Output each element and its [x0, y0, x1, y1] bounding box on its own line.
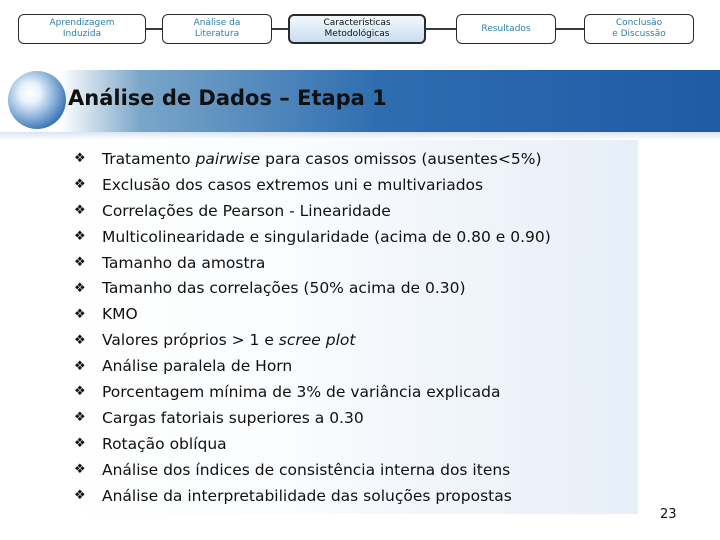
bullet-list	[74, 146, 551, 508]
tab-conclusao-e-discussao[interactable]: Conclusão e Discussão	[584, 14, 694, 44]
diamond-bullet-icon: ❖	[74, 384, 86, 400]
bullet-text-part: Análise da interpretabilidade das soluções propostas	[102, 486, 512, 505]
bullet-text	[102, 357, 292, 375]
bullet-item	[74, 198, 551, 224]
bullet-item	[74, 327, 551, 353]
bullet-item	[74, 146, 551, 172]
diamond-bullet-icon: ❖	[74, 229, 86, 245]
diamond-bullet-icon: ❖	[74, 462, 86, 478]
bullet-text-part: Porcentagem mínima de 3% de variância explicada	[102, 382, 501, 401]
diamond-bullet-icon: ❖	[74, 488, 86, 504]
tab-caracteristicas-metodologicas[interactable]: Características Metodológicas	[288, 14, 426, 44]
bullet-text-part: Tamanho da amostra	[102, 253, 266, 272]
tab-resultados[interactable]: Resultados	[456, 14, 556, 44]
slide-title: Análise de Dados – Etapa 1	[68, 86, 387, 110]
bullet-text	[102, 461, 510, 479]
bullet-text-part: Valores próprios > 1 e	[102, 331, 279, 350]
bullet-text-part: Cargas fatoriais superiores a 0.30	[102, 408, 364, 427]
bullet-item	[74, 353, 551, 379]
bullet-text-part: KMO	[102, 305, 138, 324]
diamond-bullet-icon: ❖	[74, 358, 86, 374]
bullet-text	[102, 202, 391, 220]
diamond-bullet-icon: ❖	[74, 332, 86, 348]
diamond-bullet-icon: ❖	[74, 436, 86, 452]
bullet-item	[74, 405, 551, 431]
bullet-item	[74, 431, 551, 457]
tab-analise-da-literatura[interactable]: Análise da Literatura	[162, 14, 272, 44]
diamond-bullet-icon: ❖	[74, 151, 86, 167]
diamond-bullet-icon: ❖	[74, 410, 86, 426]
diamond-bullet-icon: ❖	[74, 255, 86, 270]
bullet-text-part: Multicolinearidade e singularidade (acima de 0.80 e 0.90)	[102, 227, 551, 246]
bullet-text-part: para casos omissos (ausentes<5%)	[260, 149, 542, 168]
bullet-item	[74, 457, 551, 483]
bullet-item	[74, 275, 551, 301]
bullet-text-italic: scree plot	[278, 331, 356, 350]
bullet-text	[102, 487, 512, 505]
bullet-text	[102, 383, 501, 401]
nav-connector-line	[556, 28, 584, 30]
bullet-text-part: Rotação oblíqua	[102, 434, 227, 453]
bullet-text-italic: pairwise	[195, 149, 261, 168]
bullet-text-part: Análise dos índices de consistência interna dos itens	[102, 460, 511, 479]
bullet-text	[102, 176, 483, 194]
bullet-text-part: Correlações de Pearson - Linearidade	[102, 201, 391, 220]
diamond-bullet-icon: ❖	[74, 306, 86, 322]
bullet-text-part: Exclusão dos casos extremos uni e multivariados	[102, 175, 484, 194]
bullet-text	[102, 435, 227, 453]
bullet-text-part: Tratamento	[102, 149, 196, 168]
bullet-text	[102, 409, 364, 427]
bullet-text	[102, 305, 138, 323]
bullet-item	[74, 224, 551, 250]
bullet-text	[102, 331, 355, 349]
diamond-bullet-icon: ❖	[74, 280, 86, 296]
nav-connector-line	[146, 28, 162, 30]
nav-connector-line	[272, 28, 288, 30]
diamond-bullet-icon: ❖	[74, 203, 86, 219]
diamond-bullet-icon: ❖	[74, 177, 86, 193]
tab-aprendizagem-induzida[interactable]: Aprendizagem Induzida	[18, 14, 146, 44]
title-band-shadow	[0, 132, 720, 140]
decorative-sphere-icon	[8, 71, 66, 129]
bullet-item	[74, 483, 551, 509]
bullet-text-part: Análise paralela de Horn	[102, 357, 293, 376]
bullet-text-part: Tamanho das correlações (50% acima de 0.30)	[102, 279, 466, 298]
bullet-item	[74, 172, 551, 198]
bullet-item	[74, 379, 551, 405]
bullet-text	[102, 279, 466, 297]
bullet-text	[102, 228, 551, 246]
bullet-item	[74, 301, 551, 327]
bullet-text	[102, 254, 265, 272]
page-number: 23	[660, 507, 677, 522]
nav-connector-line	[426, 28, 456, 30]
bullet-item	[74, 250, 551, 276]
bullet-text	[102, 150, 542, 168]
